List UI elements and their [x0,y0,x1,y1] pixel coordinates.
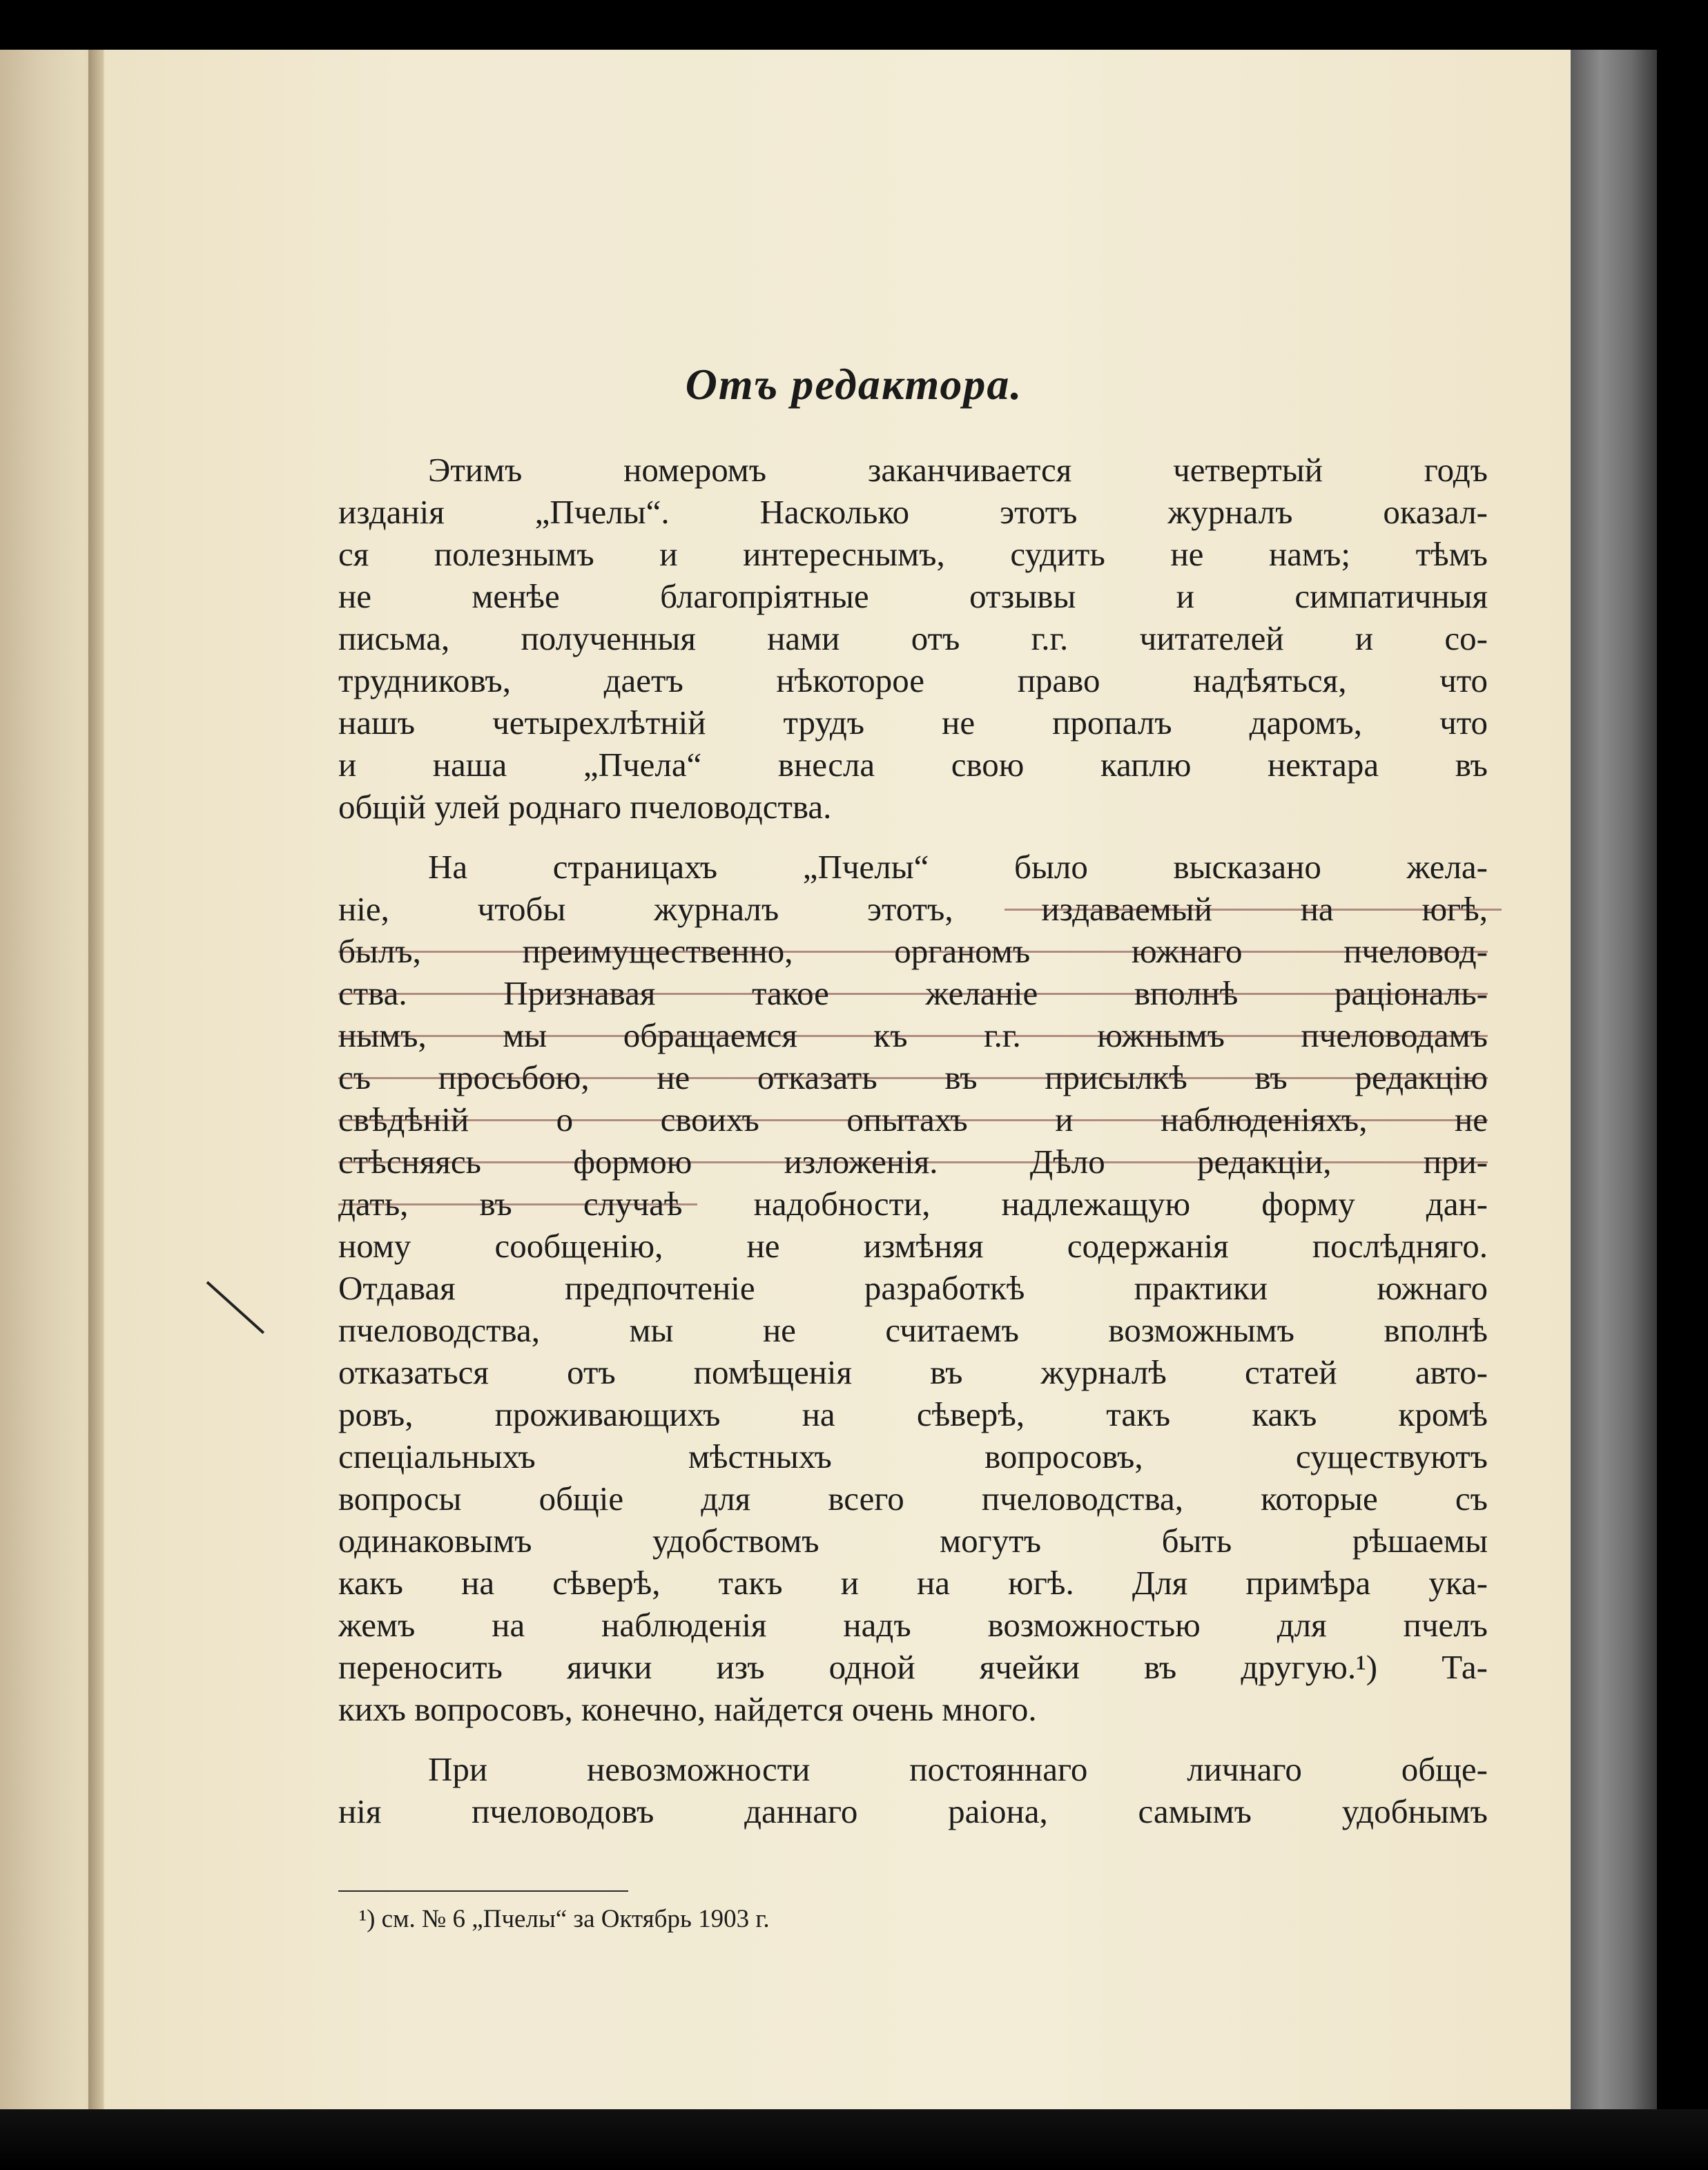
paragraph-gap [338,828,1488,846]
text-line: трудниковъ, даетъ нѣкоторое право надѣяться, что [338,661,1488,699]
paragraph-gap [338,1730,1488,1748]
text-line: общій улей роднаго пчеловодства. [338,788,832,826]
scan-border-bottom [0,2109,1708,2170]
text-line: Этимъ номеромъ заканчивается четвертый годъ [428,451,1488,489]
article-body [338,449,1488,1832]
text-line: При невозможности постояннаго личнаго обще- [428,1750,1488,1788]
text-line: нымъ, мы обращаемся къ г.г. южнымъ пчеловодамъ [338,1016,1488,1054]
footnote: ¹) см. № 6 „Пчелы“ за Октябрь 1903 г. [359,1905,770,1933]
paragraph [338,846,1488,1730]
text-line: изданія „Пчелы“. Насколько этотъ журналъ оказал- [338,493,1488,531]
text-line: съ просьбою, не отказать въ присылкѣ въ редакцію [338,1058,1488,1096]
text-line: вопросы общіе для всего пчеловодства, которые съ [338,1480,1488,1518]
text-line: спеціальныхъ мѣстныхъ вопросовъ, существуютъ [338,1437,1488,1475]
text-line: ніе, чтобы журналъ этотъ, издаваемый на югѣ, [338,890,1488,928]
text-line: стѣсняясь формою изложенія. Дѣло редакціи, при- [338,1143,1488,1181]
text-line: какъ на сѣверѣ, такъ и на югѣ. Для примѣра ука- [338,1564,1488,1602]
text-line: ровъ, проживающихъ на сѣверѣ, такъ какъ кромѣ [338,1395,1488,1433]
text-line: и наша „Пчела“ внесла свою каплю нектара въ [338,746,1488,784]
text-line: ному сообщенію, не измѣняя содержанія послѣдняго. [338,1227,1488,1265]
text-line: ся полезнымъ и интереснымъ, судить не намъ; тѣмъ [338,535,1488,573]
footnote-rule [338,1890,628,1892]
scan-border-top [0,0,1708,50]
text-line: свѣдѣній о своихъ опытахъ и наблюденіяхъ, не [338,1101,1488,1139]
text-line: отказаться отъ помѣщенія въ журналѣ статей авто- [338,1353,1488,1391]
text-line: былъ, преимущественно, органомъ южнаго пчеловод- [338,932,1488,970]
text-line: кихъ вопросовъ, конечно, найдется очень много. [338,1690,1037,1728]
paragraph [338,1748,1488,1832]
text-line: дать, въ случаѣ надобности, надлежащую форму дан- [338,1185,1488,1223]
text-line: нашъ четырехлѣтній трудъ не пропалъ даромъ, что [338,704,1488,742]
paragraph [338,449,1488,828]
text-line: пчеловодства, мы не считаемъ возможнымъ вполнѣ [338,1311,1488,1349]
page-title: Отъ редактора. [685,360,1023,409]
text-line: Отдавая предпочтеніе разработкѣ практики южнаго [338,1269,1488,1307]
text-line: одинаковымъ удобствомъ могутъ быть рѣшаемы [338,1522,1488,1560]
text-line: На страницахъ „Пчелы“ было высказано жела- [428,848,1488,886]
text-line: переносить яички изъ одной ячейки въ другую.¹) Та- [338,1648,1488,1686]
text-line: жемъ на наблюденія надъ возможностью для пчелъ [338,1606,1488,1644]
text-line: ства. Признавая такое желаніе вполнѣ раціональ- [338,974,1488,1012]
scan-border-right [1657,0,1708,2170]
text-line: письма, полученныя нами отъ г.г. читателей и со- [338,619,1488,657]
text-line: не менѣе благопріятные отзывы и симпатичныя [338,577,1488,615]
text-line: нія пчеловодовъ даннаго раіона, самымъ удобнымъ [338,1792,1488,1830]
